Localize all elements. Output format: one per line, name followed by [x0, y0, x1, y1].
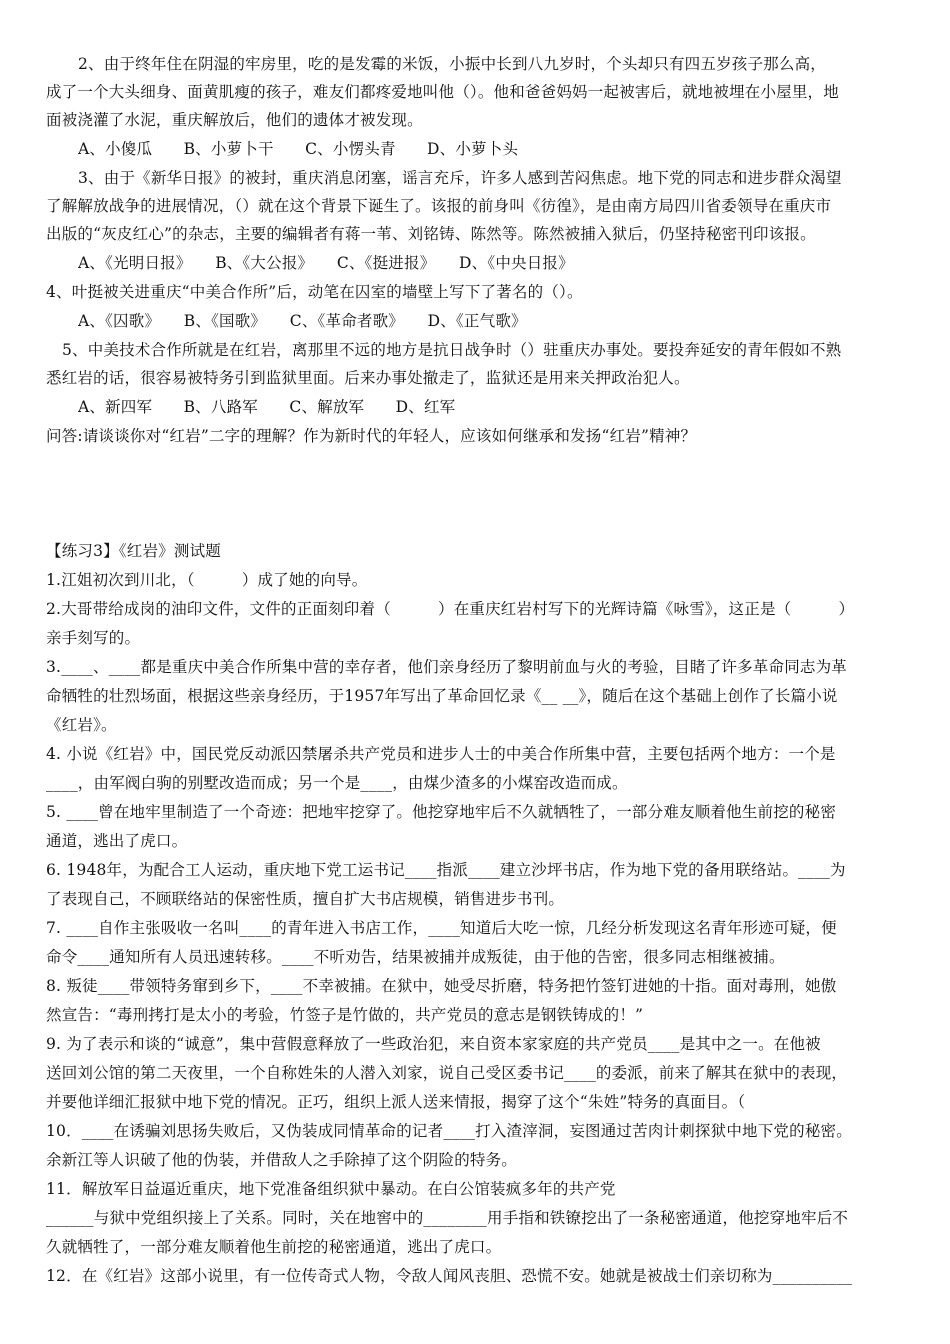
- fill-line: ______与狱中党组织接上了关系。同时，关在地窖中的________用手指和铁镣挖出了一条秘密通道，他挖穿地牢后不: [46, 1209, 849, 1227]
- fill-line: 12．在《红岩》这部小说里，有一位传奇式人物，令敌人闻风丧胆、恐慌不安。她就是被战士们亲切称为__________: [46, 1267, 853, 1285]
- fill-line: 1.江姐初次到川北，（ ）成了她的向导。: [46, 571, 368, 589]
- fill-line: 命牺牲的壮烈场面，根据这些亲身经历，于1957年写出了革命回忆录《__ __》，随后在这个基础上创作了长篇小说: [46, 687, 838, 705]
- q2-line-3: 面被浇灌了水泥，重庆解放后，他们的遗体才被发现。: [46, 111, 423, 129]
- q3-line-3: 出版的“灰皮红心”的杂志，主要的编辑者有蒋一苇、刘铭铸、陈然等。陈然被捕入狱后，仍坚持秘密刊印该报。: [46, 225, 816, 243]
- q2-options: A、小傻瓜 B、小萝卜干 C、小愣头青 D、小萝卜头: [78, 140, 519, 158]
- fill-line: 送回刘公馆的第二天夜里，一个自称姓朱的人潜入刘家，说自己受区委书记____的委派，前来了解其在狱中的表现，: [46, 1064, 848, 1082]
- fill-line: ____，由军阀白驹的别墅改造而成；另一个是____，由煤少渣多的小煤窑改造而成。: [46, 774, 628, 792]
- fill-line: 9. 为了表示和谈的“诚意”，集中营假意释放了一些政治犯，来自资本家家庭的共产党员____是其中之一。在他被: [46, 1035, 821, 1053]
- fill-line: 10．____在诱骗刘思扬失败后，又伪装成同情革命的记者____打入渣滓洞，妄图通过苦肉计刺探狱中地下党的秘密。: [46, 1122, 852, 1140]
- q4-line: 4、叶挺被关进重庆“中美合作所”后，动笔在囚室的墙壁上写下了著名的（）。: [46, 283, 583, 301]
- q2-line-2: 成了一个大头细身、面黄肌瘦的孩子，难友们都疼爱地叫他（）。他和爸爸妈妈一起被害后，就地被埋在小屋里，地: [46, 83, 839, 101]
- fill-line: 通道，逃出了虎口。: [46, 832, 188, 850]
- fill-line: 2.大哥带给成岗的油印文件，文件的正面刻印着（ ）在重庆红岩村写下的光辉诗篇《咏雪》，这正是（ ）: [46, 600, 855, 618]
- fill-line: 4. 小说《红岩》中，国民党反动派囚禁屠杀共产党员和进步人士的中美合作所集中营，主要包括两个地方：一个是: [46, 745, 836, 763]
- q4-options: A、《囚歌》 B、《国歌》 C、《革命者歌》 D、《正气歌》: [78, 312, 527, 330]
- fill-line: 5. ____曾在地牢里制造了一个奇迹：把地牢挖穿了。他挖穿地牢后不久就牺牲了，一部分难友顺着他生前挖的秘密: [46, 803, 837, 821]
- fill-line: 久就牺牲了，一部分难友顺着他生前挖的秘密通道，逃出了虎口。: [46, 1238, 502, 1256]
- fill-line: 了表现自己，不顾联络站的保密性质，擅自扩大书店规模，销售进步书刊。: [46, 890, 565, 908]
- q5-line-1: 5、中美技术合作所就是在红岩，离那里不远的地方是抗日战争时（）驻重庆办事处。要投奔延安的青年假如不熟: [62, 341, 842, 359]
- section-title: 【练习3】《红岩》测试题: [46, 542, 222, 560]
- q5-line-2: 悉红岩的话，很容易被特务引到监狱里面。后来办事处撤走了，监狱还是用来关押政治犯人。: [46, 369, 690, 387]
- fill-line: 命令____通知所有人员迅速转移。____不听劝告，结果被捕并成叛徒，由于他的告密，很多同志相继被捕。: [46, 948, 785, 966]
- fill-line: 余新江等人识破了他的伪装，并借敌人之手除掉了这个阴险的特务。: [46, 1151, 518, 1169]
- fill-line: 亲手刻写的。: [46, 629, 141, 647]
- q2-line-1: 2、由于终年住在阴湿的牢房里，吃的是发霉的米饭，小振中长到八九岁时，个头却只有四五岁孩子那么高，: [78, 55, 826, 73]
- fill-line: 6. 1948年，为配合工人运动，重庆地下党工运书记____指派____建立沙坪书店，作为地下党的备用联络站。____为: [46, 861, 846, 879]
- fill-line: 《红岩》。: [46, 716, 117, 734]
- q3-options: A、《光明日报》 B、《大公报》 C、《挺进报》 D、《中央日报》: [78, 254, 574, 272]
- q3-line-2: 了解解放战争的进展情况，（）就在这个背景下诞生了。该报的前身叫《彷徨》，是由南方局四川省委领导在重庆市: [46, 197, 832, 215]
- fill-line: 并要他详细汇报狱中地下党的情况。正巧，组织上派人送来情报，揭穿了这个“朱姓”特务的真面目。（: [46, 1093, 746, 1111]
- q3-line-1: 3、由于《新华日报》的被封，重庆消息闭塞，谣言充斥，许多人感到苦闷焦虑。地下党的同志和进步群众渴望: [78, 169, 842, 187]
- fill-line: 11．解放军日益逼近重庆，地下党准备组织狱中暴动。在白公馆装疯多年的共产党: [46, 1180, 616, 1198]
- fill-line: 然宣告：“毒刑拷打是太小的考验，竹签子是竹做的，共产党员的意志是钢铁铸成的！”: [46, 1006, 644, 1024]
- essay-question: 问答:请谈谈你对“红岩”二字的理解？作为新时代的年轻人，应该如何继承和发扬“红岩”精神？: [46, 427, 697, 445]
- q5-options: A、新四军 B、八路军 C、解放军 D、红军: [78, 398, 456, 416]
- fill-line: 7. ____自作主张吸收一名叫____的青年进入书店工作，____知道后大吃一惊，几经分析发现这名青年形迹可疑，便: [46, 919, 837, 937]
- fill-line: 3.____、____都是重庆中美合作所集中营的幸存者，他们亲身经历了黎明前血与火的考验，目睹了许多革命同志为革: [46, 658, 847, 676]
- fill-line: 8. 叛徒____带领特务窜到乡下，____不幸被捕。在狱中，她受尽折磨，特务把竹签钉进她的十指。面对毒刑，她傲: [46, 977, 837, 995]
